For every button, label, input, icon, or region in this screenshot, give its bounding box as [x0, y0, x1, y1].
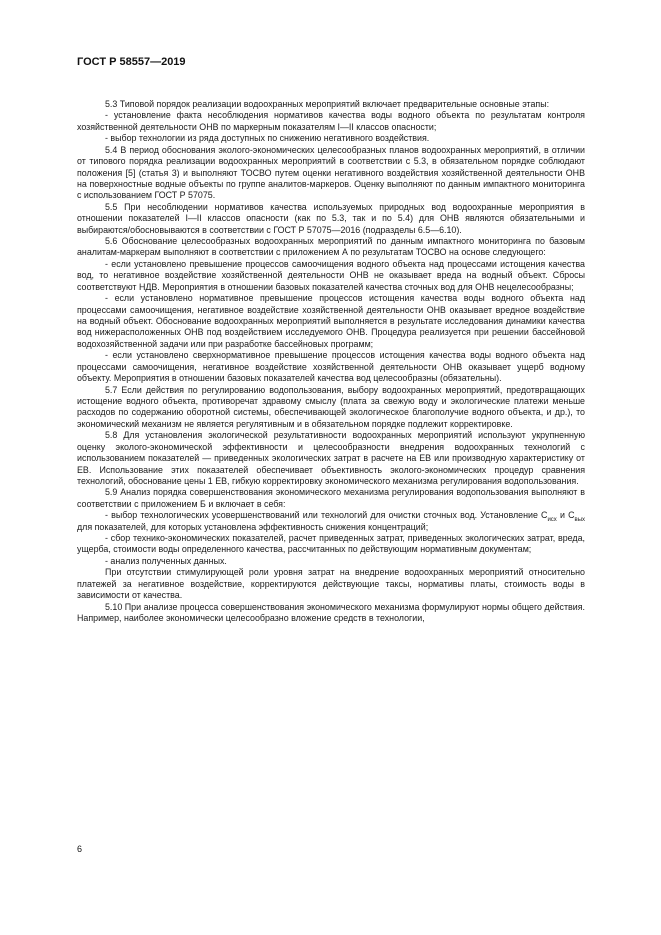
paragraph-5-6: 5.6 Обоснование целесообразных водоохранных мероприятий по данным импактного мониторинга по базовым аналитам-маркерам выполняют в соответствии с приложением А по результатам ТОСВО на основе следующего:: [77, 236, 585, 258]
list-item: - анализ полученных данных.: [105, 555, 227, 566]
paragraph-5-3: 5.3 Типовой порядок реализации водоохранных мероприятий включает предварительные основные этапы:: [105, 99, 550, 109]
paragraph: При отсутствии стимулирующей роли уровня затрат на внедрение водоохранных мероприятий относительно платежей за негативное воздействие, корректируются действующие таксы, нормативы платы, стоимость воды в зависимости от качества.: [77, 567, 585, 601]
list-item: - сбор технико-экономических показателей, расчет приведенных затрат, приведенных экологических затрат, вреда, ущерба, стоимости воды определенного качества, рассчитанных по действующим нормативным документам;: [77, 533, 585, 555]
page-number: 6: [77, 844, 83, 854]
paragraph-5-10: 5.10 При анализе процесса совершенствования экономического механизма формулируют нормы общего действия. Например, наиболее экономически целесообразно вложение средств в технологии,: [77, 601, 585, 623]
list-item: - если установлено сверхнормативное превышение процессов истощения качества воды водного объекта над процессами самоочищения, негативное воздействие хозяйственной деятельности ОНВ оказывает ущерб водному объекту. Мероприятия в отношении базовых показателей качества вод целесообразны (обязательны).: [77, 350, 585, 384]
paragraph-5-9: 5.9 Анализ порядка совершенствования экономического механизма регулирования водопользования выполняют в соответствии с приложением Б и включает в себя:: [77, 487, 585, 509]
list-item: - если установлено превышение процессов самоочищения водного объекта над процессами истощения качества вод, то негативное воздействие хозяйственной деятельности ОНВ не оказывает вреда на водный объект. Сбросы соответствуют НДВ. Мероприятия в отношении базовых показателей качества сточных вод для ОНВ нецелесообразны;: [77, 258, 585, 292]
list-item-with-subscripts: - выбор технологических усовершенствований или технологий для очистки сточных вод. Установление $С_{исх}$ и $С_{вых}$ для показателей, для которых установлена эффективность снижения концентраций;: [77, 510, 585, 532]
paragraph-5-4: 5.4 В период обоснования эколого-экономических целесообразных планов водоохранных мероприятий, в отличии от типового порядка реализации водоохранных мероприятий в соответствии с 5.3, в обязательном порядке соблюдают положения [5] (статья 3) и выполняют ТОСВО путем оценки негативного воздействия хозяйственной деятельности ОНВ на поверхностные водные объекты по группе аналитов-маркеров. Оценку выполняют по данным импактного мониторинга с использованием ГОСТ Р 57075.: [77, 144, 585, 201]
paragraph-5-5: 5.5 При несоблюдении нормативов качества используемых природных вод водоохранные мероприятия в отношении показателей I—II классов опасности (как по 5.3, так и по 5.4) для ОНВ являются обязательными и выбираются/обосновываются в соответствии с ГОСТ Р 57075—2016 (подразделы 6.5—6.10).: [77, 201, 585, 235]
body-text: [77, 99, 585, 624]
paragraph-5-8: 5.8 Для установления экологической результативности водоохранных мероприятий используют укрупненную оценку эколого-экономической эффективности и целесообразности внедрения водоохранных технологий с использованием показателей — приведенных экологических затрат в расчете на ЕВ или производную характеристику от ЕВ. Использование этих показателей обеспечивает объективность эколого-экономических процедур сравнения технологий, обоснование цены 1 ЕВ, гибкую корректировку экономического механизма регулирования водопользования.: [77, 430, 585, 486]
list-item: - выбор технологии из ряда доступных по снижению негативного воздействия.: [105, 133, 430, 144]
document-id-header: ГОСТ Р 58557—2019: [77, 56, 186, 68]
list-item: - если установлено нормативное превышение процессов истощения качества воды водного объекта над процессами самоочищения, негативное воздействие хозяйственной деятельности ОНВ оказывает вредное воздействие на водный объект. Обоснование водоохранных мероприятий выполняется в результате исследования динамики качества вод нижерасположенных ОНВ под воздействием исследуемого ОНВ. Процедура реализуется при решении бассейновой водохозяйственной задачи или при разработке бассейновых программ;: [77, 293, 585, 349]
list-item: - установление факта несоблюдения нормативов качества воды водного объекта по результатам контроля хозяйственной деятельности ОНВ по маркерным показателям I—II классов опасности;: [77, 110, 585, 132]
paragraph-5-7: 5.7 Если действия по регулированию водопользования, выбору водоохранных мероприятий, предотвращающих истощение водного объекта, противоречат здравому смыслу (плата за свежую воду и экологические платежи меньше расходов по содержанию оборотной системы, обеспечивающей экологическое благополучие водного объекта, и др.), то экономический механизм не является регулятивным и в обязательном порядке подлежит корректировке.: [77, 384, 585, 429]
